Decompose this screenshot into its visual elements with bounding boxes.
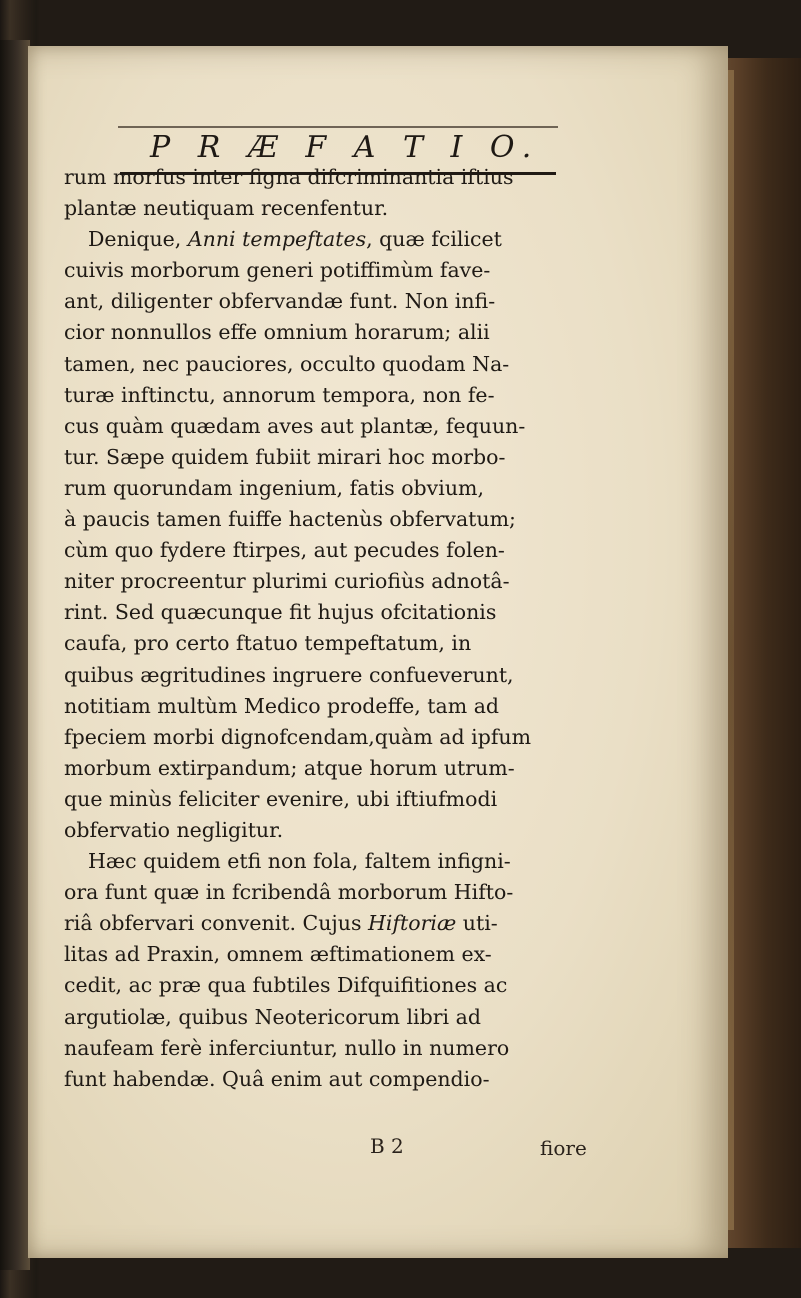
text-line: quibus ægritudines ingruere confueverunt,	[64, 662, 514, 687]
text-line: notitiam multùm Medico prodeffe, tam ad	[64, 693, 500, 718]
text-line: rum quorundam ingenium, fatis obvium,	[64, 475, 484, 500]
text-line: tamen, nec pauciores, occulto quodam Na-	[64, 351, 510, 376]
text-line: que minùs feliciter evenire, ubi iftiufmodi	[64, 786, 498, 811]
text-line: litas ad Praxin, omnem æftimationem ex-	[64, 942, 492, 967]
text-line: naufeam ferè inferciuntur, nullo in numero	[64, 1035, 510, 1060]
text-line: cùm quo fydere ftirpes, aut pecudes folen-	[64, 538, 505, 563]
text-line: turæ inftinctu, annorum tempora, non fe-	[64, 382, 495, 407]
text-line: plantæ neutiquam recenfentur.	[64, 196, 389, 221]
text-line: argutiolæ, quibus Neotericorum libri ad	[64, 1004, 481, 1029]
page-heading: P R Æ F A T I O.	[150, 130, 541, 165]
text-line: obfervatio negligitur.	[64, 817, 284, 842]
text-line: rint. Sed quæcunque fit hujus ofcitationis	[64, 600, 497, 625]
body-text	[64, 162, 584, 1095]
text-line: rum morfus inter figna difcriminantia iftius	[64, 165, 514, 189]
text-line: tur. Sæpe quidem fubiit mirari hoc morbo-	[64, 444, 506, 469]
text-line: cedit, ac præ qua fubtiles Difquifitiones ac	[64, 973, 508, 998]
left-page-edge	[0, 40, 30, 1270]
text-line: ant, diligenter obfervandæ funt. Non infi-	[64, 289, 496, 314]
text-line: morbum extirpandum; atque horum utrum-	[64, 755, 515, 780]
text-line: caufa, pro certo ftatuo tempeftatum, in	[64, 631, 472, 656]
text-line: cus quàm quædam aves aut plantæ, fequun-	[64, 413, 526, 438]
text-line: ora funt quæ in fcribendâ morborum Hifto-	[64, 880, 514, 905]
text-line: Hæc quidem etfi non fola, faltem infigni-	[88, 849, 511, 874]
text-line: cuivis morborum generi potiffimùm fave-	[64, 258, 491, 283]
text-line: fpeciem morbi dignofcendam,quàm ad ipfum	[64, 724, 532, 749]
text-line: à paucis tamen fuiffe hactenùs obfervatum;	[64, 507, 516, 532]
catchword: fiore	[540, 1136, 587, 1160]
text-line: Denique, Anni tempeftates, quæ fcilicet	[88, 227, 502, 252]
text-line: riâ obfervari convenit. Cujus Hiftoriæ uti-	[64, 911, 498, 936]
text-line: funt habendæ. Quâ enim aut compendio-	[64, 1066, 490, 1091]
text-line: niter procreentur plurimi curiofiùs adnotâ-	[64, 569, 510, 594]
signature-mark: B 2	[370, 1134, 404, 1158]
text-line: cior nonnullos effe omnium horarum; alii	[64, 320, 490, 345]
